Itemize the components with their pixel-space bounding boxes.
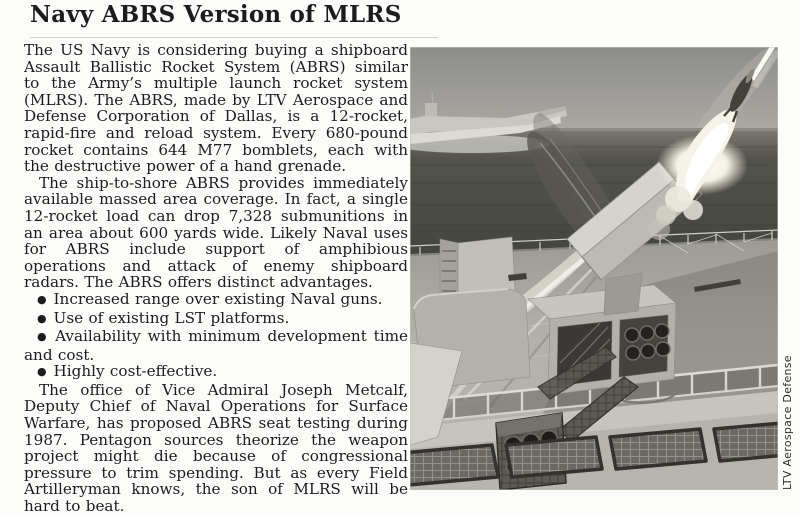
article-column	[24, 42, 408, 515]
paragraph: The office of Vice Admiral Joseph Metcalf, Deputy Chief of Naval Operations for Surface Warfare, has proposed ABRS seat testing during 1987. Pentagon sources theorize the weapon project might die because of congressional pressure to trim spending. But as every Field Artilleryman knows, the son of MLRS will be hard to beat.	[24, 380, 408, 515]
figure	[410, 47, 794, 490]
paragraph: The ship-to-shore ABRS provides immediately available massed area coverage. In fact, a single 12-rocket load can drop 7,328 submunitions in an area about 600 yards wide. Likely Naval uses for ABRS include support of amphibious operations and attack of enemy shipboard radars. The ABRS offers distinct advantages.	[24, 173, 408, 292]
bullet-dot-icon: ●	[37, 311, 47, 325]
bullet-dot-icon: ●	[37, 292, 47, 306]
bullet-item	[24, 310, 408, 329]
title-rule	[30, 37, 438, 38]
bullet-item	[24, 363, 408, 382]
bullet-text: Increased range over existing Naval guns.	[53, 289, 383, 308]
page-title: Navy ABRS Version of MLRS	[30, 1, 402, 28]
figure-credit: LTV Aerospace Defense	[781, 355, 794, 490]
bullet-dot-icon: ●	[37, 365, 47, 379]
bullet-item	[24, 328, 408, 363]
bullet-dot-icon: ●	[37, 330, 49, 344]
bullet-item	[24, 291, 408, 310]
bullet-text: Highly cost-effective.	[53, 362, 218, 381]
bullet-text: Availability with minimum development time and cost.	[24, 327, 408, 364]
abrs-illustration	[410, 47, 778, 490]
paragraph: The US Navy is considering buying a shipboard Assault Ballistic Rocket System (ABRS) similar to the Army’s multiple launch rocket system (MLRS). The ABRS, made by LTV Aerospace and Defense Corporation of Dallas, is a 12-rocket, rapid-fire and reload system. Every 680-pound rocket contains 644 M77 bomblets, each with the destructive power of a hand grenade.	[24, 41, 408, 176]
bullet-text: Use of existing LST platforms.	[53, 308, 290, 327]
